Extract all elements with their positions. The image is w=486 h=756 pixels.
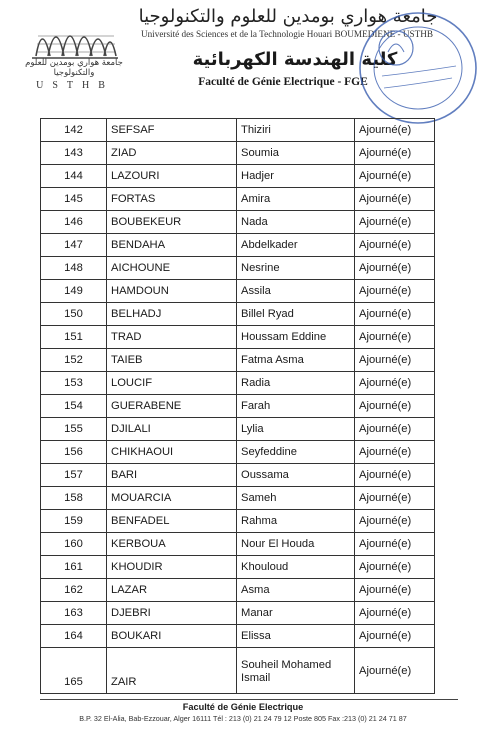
row-number: 147	[41, 234, 107, 257]
decision-status: Ajourné(e)	[355, 349, 435, 372]
student-last-name: KHOUDIR	[107, 556, 237, 579]
table-row	[41, 625, 435, 648]
student-first-name: Radia	[237, 372, 355, 395]
table-row	[41, 257, 435, 280]
student-first-name: Nada	[237, 211, 355, 234]
table-row	[41, 395, 435, 418]
decision-status: Ajourné(e)	[355, 119, 435, 142]
student-last-name: BENDAHA	[107, 234, 237, 257]
row-number: 155	[41, 418, 107, 441]
decision-status: Ajourné(e)	[355, 579, 435, 602]
row-number: 142	[41, 119, 107, 142]
student-first-name: Khouloud	[237, 556, 355, 579]
table-row	[41, 303, 435, 326]
table-row	[41, 464, 435, 487]
decision-status: Ajourné(e)	[355, 510, 435, 533]
student-last-name: TRAD	[107, 326, 237, 349]
student-last-name: GUERABENE	[107, 395, 237, 418]
decision-status: Ajourné(e)	[355, 142, 435, 165]
document-header	[0, 0, 486, 108]
student-last-name: DJILALI	[107, 418, 237, 441]
table-row	[41, 441, 435, 464]
table-row	[41, 556, 435, 579]
row-number: 152	[41, 349, 107, 372]
student-first-name: Amira	[237, 188, 355, 211]
student-first-name: Billel Ryad	[237, 303, 355, 326]
student-first-name: Manar	[237, 602, 355, 625]
row-number: 146	[41, 211, 107, 234]
student-last-name: LAZOURI	[107, 165, 237, 188]
table-row	[41, 188, 435, 211]
official-stamp-icon	[352, 6, 482, 128]
table-row	[41, 418, 435, 441]
row-number: 144	[41, 165, 107, 188]
student-last-name: KERBOUA	[107, 533, 237, 556]
table-row	[41, 372, 435, 395]
student-first-name: Seyfeddine	[237, 441, 355, 464]
footer-address: B.P. 32 El-Alia, Bab-Ezzouar, Alger 16111 Tél : 213 (0) 21 24 79 12 Poste 805 Fax :213 (0) 21 24 71 87	[79, 714, 407, 723]
table-row	[41, 142, 435, 165]
table-row	[41, 510, 435, 533]
decision-status: Ajourné(e)	[355, 211, 435, 234]
decision-status: Ajourné(e)	[355, 464, 435, 487]
decision-status: Ajourné(e)	[355, 487, 435, 510]
table-row	[41, 602, 435, 625]
row-number: 156	[41, 441, 107, 464]
student-last-name: SEFSAF	[107, 119, 237, 142]
row-number: 162	[41, 579, 107, 602]
university-name-french: Université des Sciences et de la Technologie Houari BOUMEDIENE - USTHB	[140, 29, 434, 39]
student-last-name: AICHOUNE	[107, 257, 237, 280]
student-first-name: Elissa	[237, 625, 355, 648]
row-number: 157	[41, 464, 107, 487]
student-last-name: HAMDOUN	[107, 280, 237, 303]
footer-title: Faculté de Génie Electrique	[182, 702, 304, 712]
row-number: 145	[41, 188, 107, 211]
decision-status: Ajourné(e)	[355, 326, 435, 349]
university-name-arabic: جامعة هواري بومدين للعلوم والتكنولوجيا	[138, 6, 438, 27]
decision-status: Ajourné(e)	[355, 257, 435, 280]
decision-status: Ajourné(e)	[355, 372, 435, 395]
student-first-name: Soumia	[237, 142, 355, 165]
student-first-name: Abdelkader	[237, 234, 355, 257]
student-first-name: Farah	[237, 395, 355, 418]
student-first-name: Hadjer	[237, 165, 355, 188]
student-first-name: Assila	[237, 280, 355, 303]
decision-status: Ajourné(e)	[355, 234, 435, 257]
table-row	[41, 579, 435, 602]
student-first-name: Rahma	[237, 510, 355, 533]
student-first-name: Nour El Houda	[237, 533, 355, 556]
decision-status: Ajourné(e)	[355, 556, 435, 579]
table-row	[41, 648, 435, 694]
logo-acronym: USTHB	[36, 80, 114, 91]
student-first-name: Sameh	[237, 487, 355, 510]
results-table-body	[41, 119, 435, 694]
row-number: 154	[41, 395, 107, 418]
logo-arabic-text: جامعة هواري بومدين للعلوم والتكنولوجيا	[25, 58, 123, 78]
faculty-name-french: Faculté de Génie Electrique - FGE	[198, 76, 368, 88]
student-last-name: LOUCIF	[107, 372, 237, 395]
student-last-name: LAZAR	[107, 579, 237, 602]
student-last-name: BARI	[107, 464, 237, 487]
decision-status: Ajourné(e)	[355, 280, 435, 303]
table-row	[41, 533, 435, 556]
table-row	[41, 280, 435, 303]
row-number: 165	[41, 648, 107, 694]
footer-divider	[40, 699, 458, 700]
decision-status: Ajourné(e)	[355, 602, 435, 625]
row-number: 163	[41, 602, 107, 625]
table-row	[41, 119, 435, 142]
student-last-name: MOUARCIA	[107, 487, 237, 510]
decision-status: Ajourné(e)	[355, 188, 435, 211]
row-number: 148	[41, 257, 107, 280]
student-last-name: ZIAD	[107, 142, 237, 165]
row-number: 149	[41, 280, 107, 303]
table-row	[41, 211, 435, 234]
student-first-name: Lylia	[237, 418, 355, 441]
student-last-name: FORTAS	[107, 188, 237, 211]
student-last-name: BELHADJ	[107, 303, 237, 326]
row-number: 153	[41, 372, 107, 395]
student-first-name: Houssam Eddine	[237, 326, 355, 349]
faculty-name-arabic: كلية الهندسة الكهربائية	[192, 49, 398, 70]
student-last-name: DJEBRI	[107, 602, 237, 625]
decision-status: Ajourné(e)	[355, 441, 435, 464]
table-row	[41, 165, 435, 188]
row-number: 150	[41, 303, 107, 326]
table-row	[41, 234, 435, 257]
row-number: 151	[41, 326, 107, 349]
row-number: 143	[41, 142, 107, 165]
student-last-name: CHIKHAOUI	[107, 441, 237, 464]
table-row	[41, 326, 435, 349]
decision-status: Ajourné(e)	[355, 165, 435, 188]
row-number: 160	[41, 533, 107, 556]
student-first-name: Asma	[237, 579, 355, 602]
results-table	[40, 118, 435, 694]
table-row	[41, 487, 435, 510]
row-number: 161	[41, 556, 107, 579]
student-last-name: BENFADEL	[107, 510, 237, 533]
row-number: 158	[41, 487, 107, 510]
decision-status: Ajourné(e)	[355, 303, 435, 326]
student-last-name: BOUKARI	[107, 625, 237, 648]
decision-status: Ajourné(e)	[355, 418, 435, 441]
decision-status: Ajourné(e)	[355, 625, 435, 648]
table-row	[41, 349, 435, 372]
student-last-name: BOUBEKEUR	[107, 211, 237, 234]
decision-status: Ajourné(e)	[355, 648, 435, 694]
student-first-name: Nesrine	[237, 257, 355, 280]
student-first-name: Souheil Mohamed Ismail	[237, 648, 355, 694]
decision-status: Ajourné(e)	[355, 533, 435, 556]
student-last-name: TAIEB	[107, 349, 237, 372]
student-first-name: Thiziri	[237, 119, 355, 142]
student-first-name: Oussama	[237, 464, 355, 487]
student-first-name: Fatma Asma	[237, 349, 355, 372]
row-number: 159	[41, 510, 107, 533]
decision-status: Ajourné(e)	[355, 395, 435, 418]
student-last-name: ZAIR	[107, 648, 237, 694]
row-number: 164	[41, 625, 107, 648]
